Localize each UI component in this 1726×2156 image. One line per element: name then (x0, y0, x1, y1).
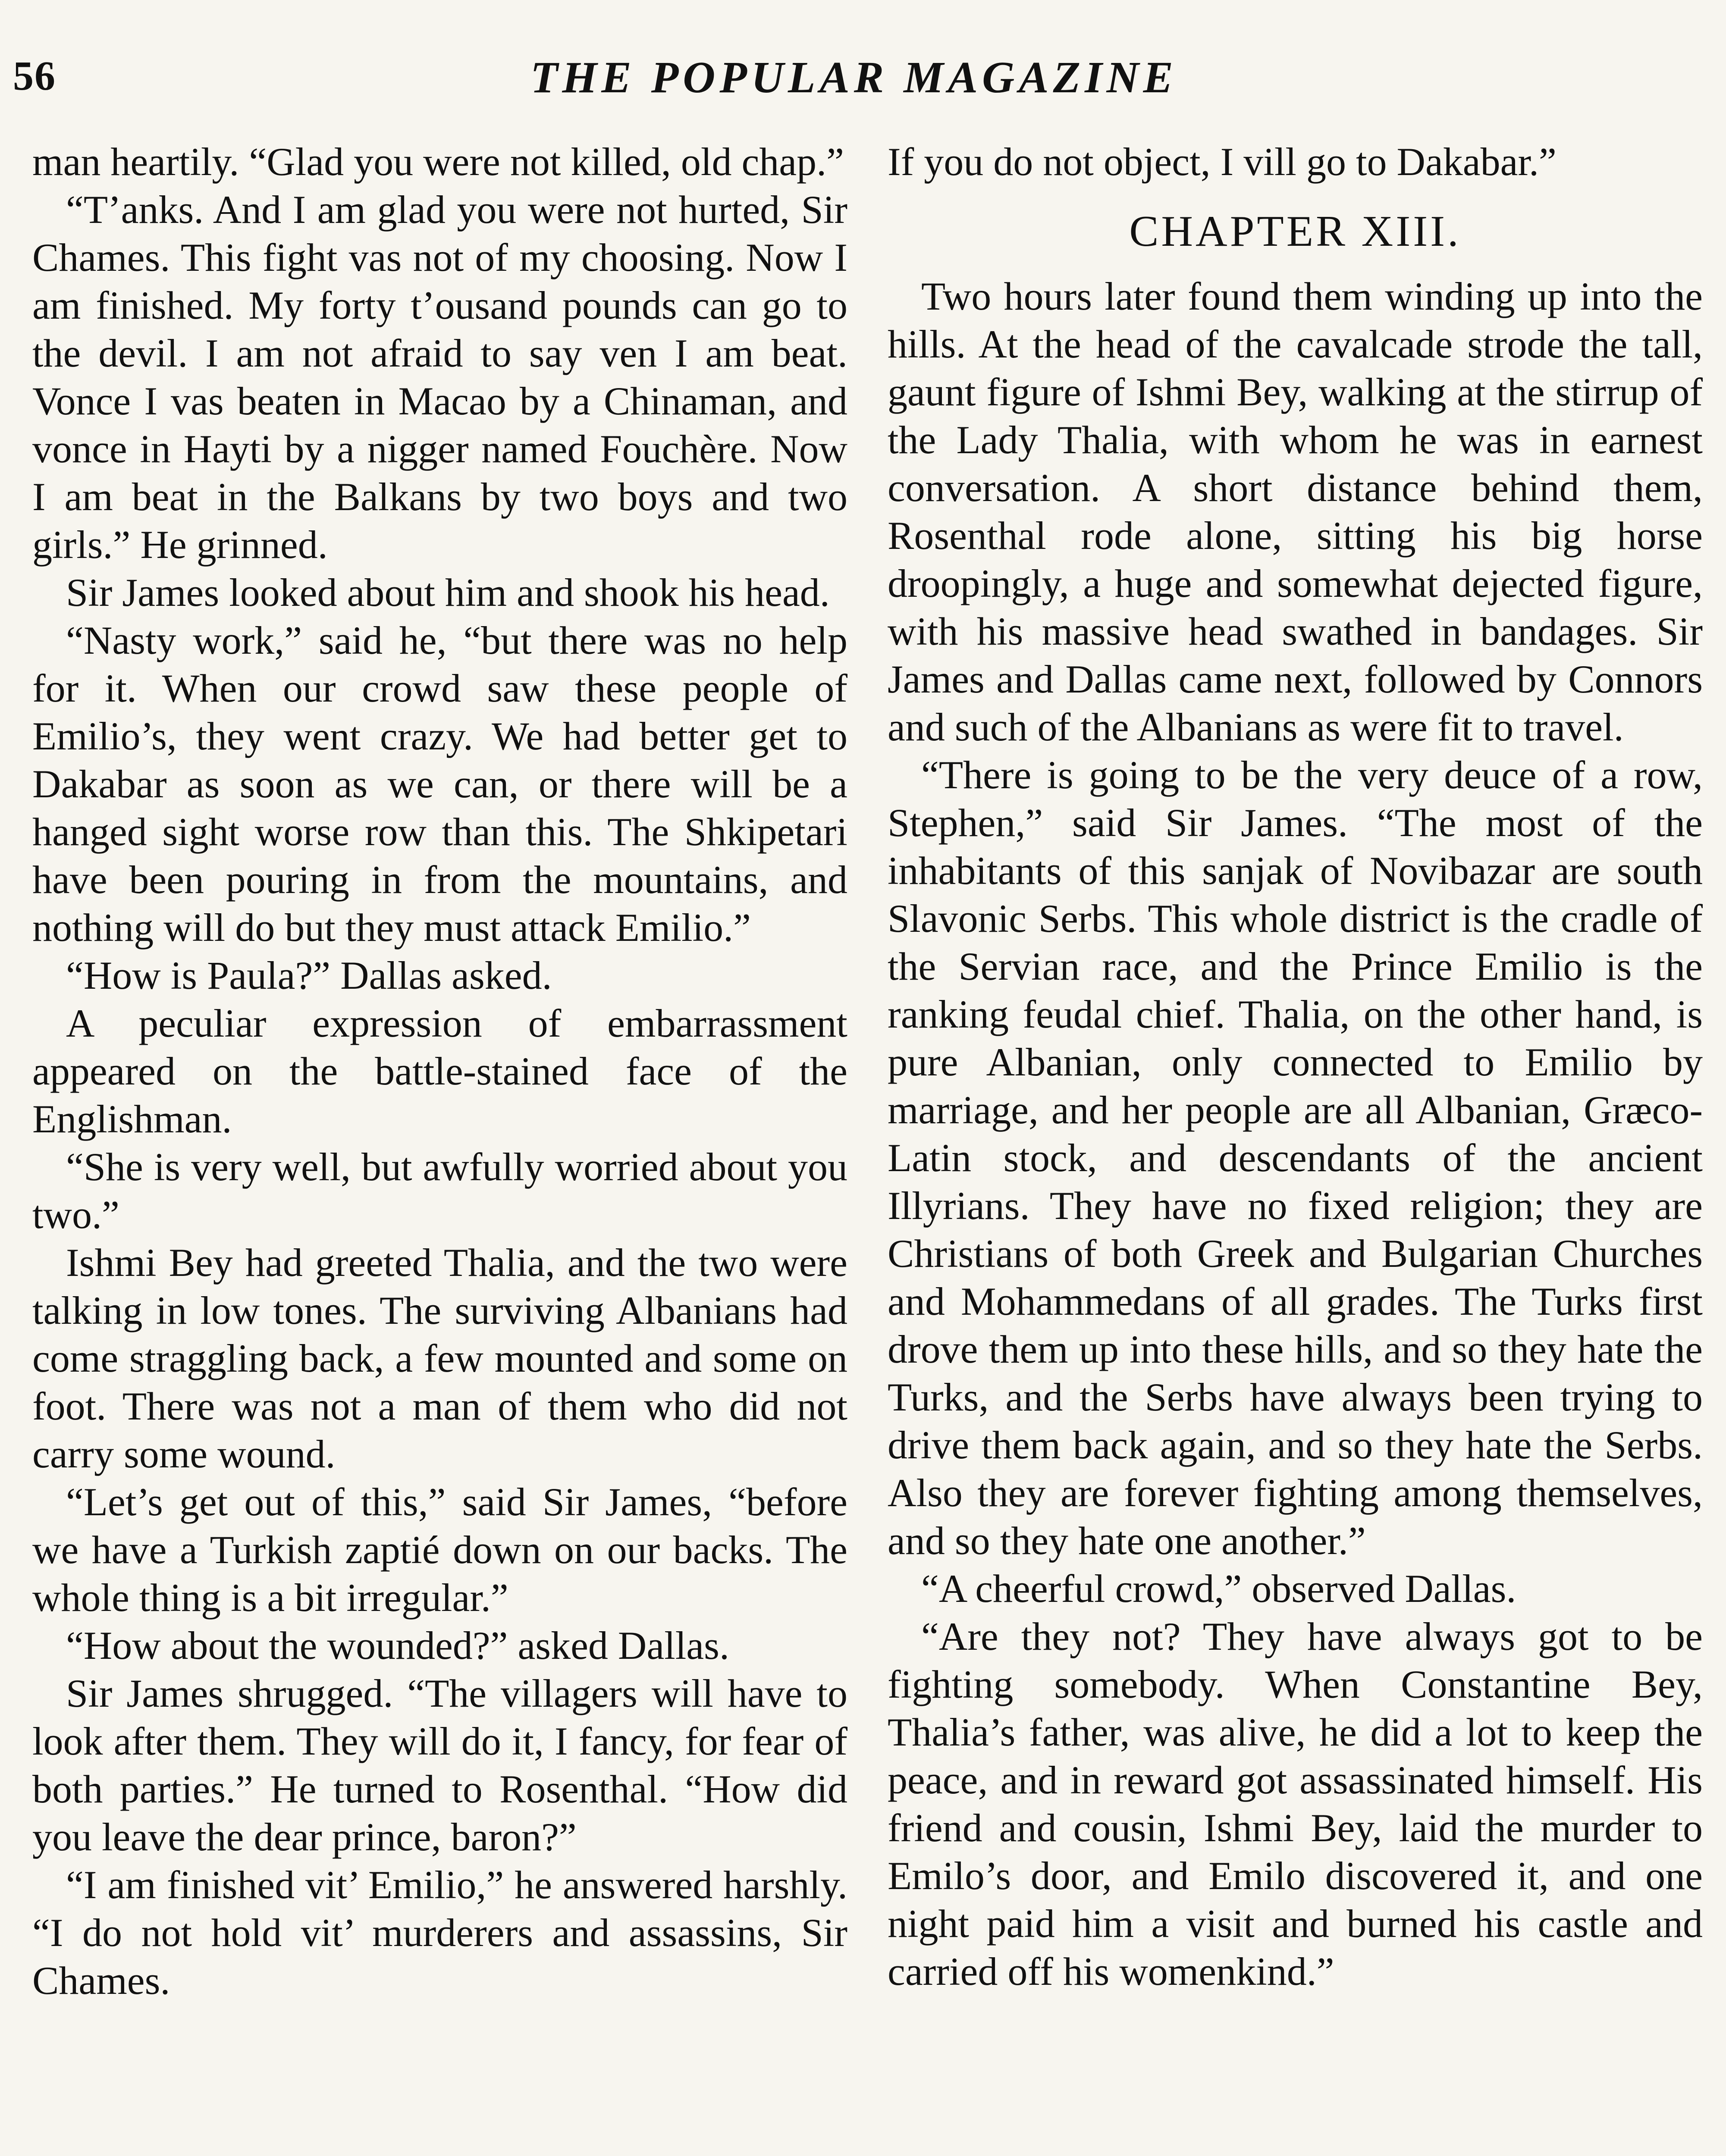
paragraph: “A cheerful crowd,” observed Dallas. (921, 1567, 1516, 1611)
chapter-heading: CHAPTER XIII. (1129, 207, 1461, 256)
left-column (32, 138, 847, 2005)
paragraph: “She is very well, but awfully worried about you two.” (32, 1145, 847, 1237)
paragraph: “There is going to be the very deuce of a row, Stephen,” said Sir James. “The most of the inhabitants of this sanjak of Novibazar are south Slavonic Serbs. This whole district is the cradle of the Servian race, and the Prince Emilio is the ranking feudal chief. Thalia, on the other hand, is pure Albanian, only connected to Emilio by marriage, and her people are all Albanian, Græco-Latin stock, and descendants of the ancient Illyrians. They have no fixed religion; they are Christians of both Greek and Bulgarian Churches and Mohammedans of all grades. The Turks first drove them up into these hills, and so they hate the Turks, and the Serbs have always been trying to drive them back again, and so they hate the Serbs. Also they are forever fighting among themselves, and so they hate one another.” (888, 753, 1703, 1563)
paragraph: “T’anks. And I am glad you were not hurted, Sir Chames. This fight vas not of my choosing. Now I am finished. My forty t’ousand pounds can go to the devil. I am not afraid to say ven I am beat. Vonce I vas beaten in Macao by a Chinaman, and vonce in Hayti by a nigger named Fouchère. Now I am beat in the Balkans by two boys and two girls.” He grinned. (32, 188, 847, 567)
paragraph: “How is Paula?” Dallas asked. (66, 953, 552, 997)
paragraph: “Let’s get out of this,” said Sir James, “before we have a Turkish zaptié down on our backs. The whole thing is a bit irregular.” (32, 1480, 847, 1620)
paragraph: If you do not object, I vill go to Dakabar.” (888, 140, 1557, 184)
paragraph: man heartily. “Glad you were not killed, old chap.” (32, 140, 844, 184)
running-head: THE POPULAR MAGAZINE (530, 53, 1178, 102)
paragraph: “Are they not? They have always got to be fighting somebody. When Constantine Bey, Thalia’s father, was alive, he did a lot to keep the peace, and in reward got assassinated himself. His friend and cousin, Ishmi Bey, laid the murder to Emilo’s door, and Emilo discovered it, and one night paid him a visit and burned his castle and carried off his womenkind.” (888, 1614, 1703, 1993)
paragraph: Sir James shrugged. “The villagers will have to look after them. They will do it, I fancy, for fear of both parties.” He turned to Rosenthal. “How did you leave the dear prince, baron?” (32, 1671, 847, 1859)
right-column (888, 138, 1703, 1996)
page-header (13, 52, 1695, 121)
paragraph: Ishmi Bey had greeted Thalia, and the two were talking in low tones. The surviving Albanians had come straggling back, a few mounted and some on foot. There was not a man of them who did not carry some wound. (32, 1241, 847, 1476)
paragraph: Sir James looked about him and shook his head. (66, 570, 830, 614)
paragraph: Two hours later found them winding up into the hills. At the head of the cavalcade strode the tall, gaunt figure of Ishmi Bey, walking at the stirrup of the Lady Thalia, with whom he was in earnest conversation. A short distance behind them, Rosenthal rode alone, sitting his big horse droopingly, a huge and somewhat dejected figure, with his massive head swathed in bandages. Sir James and Dallas came next, followed by Connors and such of the Albanians as were fit to travel. (888, 274, 1703, 749)
paragraph: A peculiar expression of embarrassment appeared on the battle-stained face of the Englishman. (32, 1001, 847, 1141)
page-number: 56 (13, 53, 56, 99)
paragraph: “How about the wounded?” asked Dallas. (66, 1623, 729, 1667)
paragraph: “Nasty work,” said he, “but there was no help for it. When our crowd saw these people of Emilio’s, they went crazy. We had better get to Dakabar as soon as we can, or there will be a hanged sight worse row than this. The Shkipetari have been pouring in from the mountains, and nothing will do but they must attack Emilio.” (32, 618, 847, 950)
paragraph: “I am finished vit’ Emilio,” he answered harshly. “I do not hold vit’ murderers and assassins, Sir Chames. (32, 1863, 847, 2002)
